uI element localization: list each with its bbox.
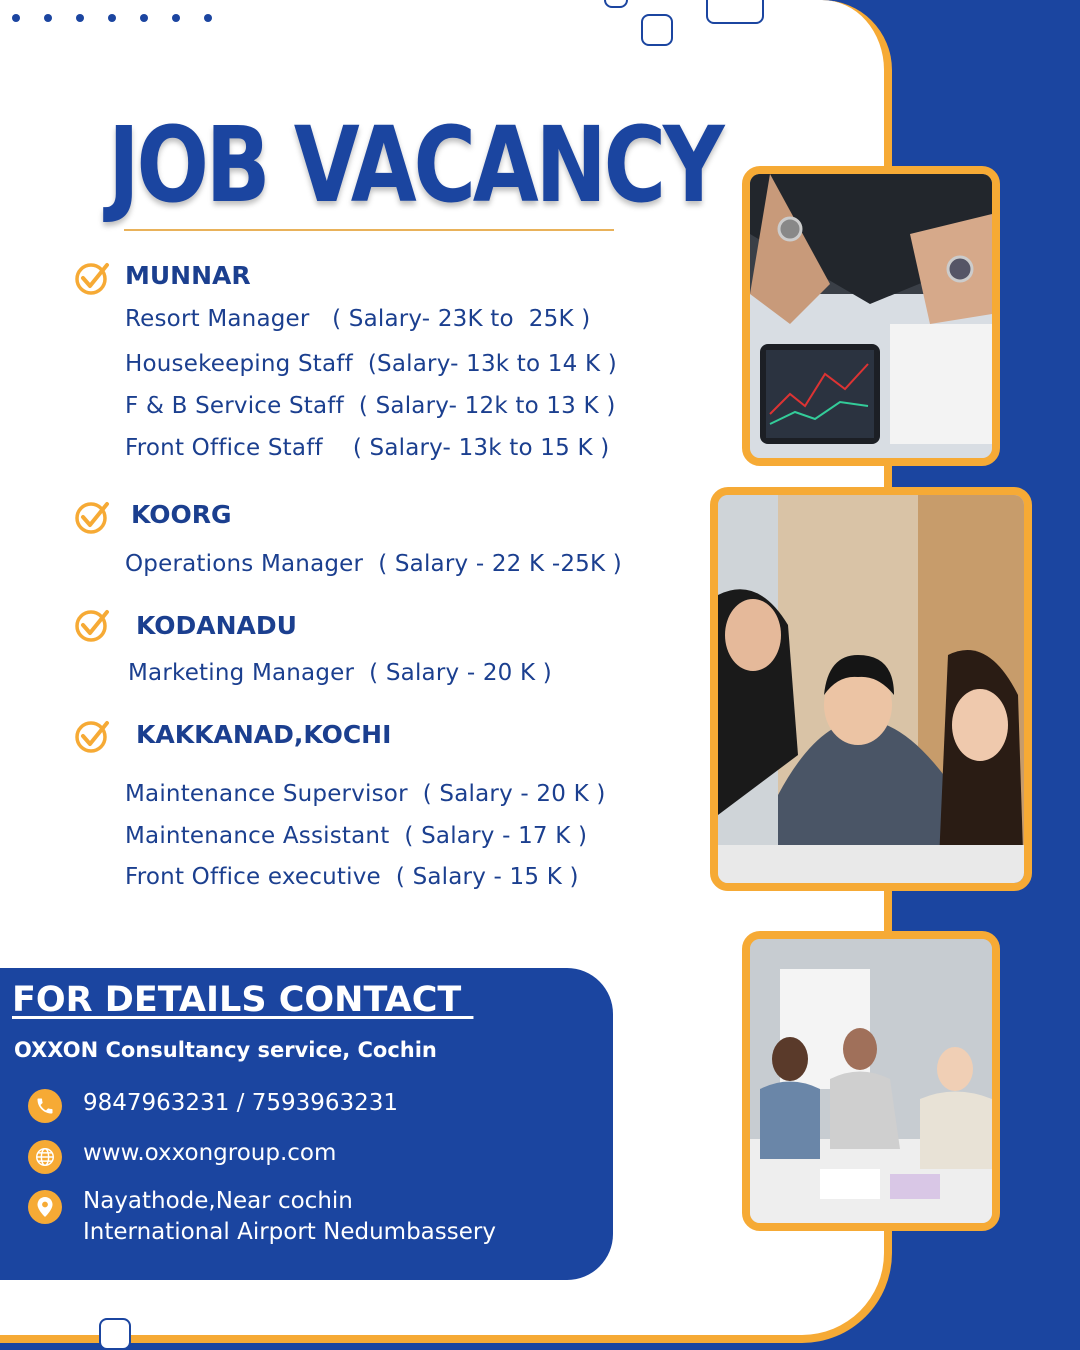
decorative-square bbox=[706, 0, 764, 24]
contact-heading: FOR DETAILS CONTACT bbox=[12, 980, 474, 1020]
job-item: Marketing Manager ( Salary - 20 K ) bbox=[128, 660, 552, 686]
photo-business-hands-tablet bbox=[742, 166, 1000, 466]
location-koorg: KOORG bbox=[131, 500, 232, 529]
phone-icon bbox=[28, 1089, 62, 1123]
photo-team-laptop bbox=[710, 487, 1032, 891]
title-underline bbox=[124, 229, 614, 231]
location-pin-icon bbox=[28, 1190, 62, 1224]
location-kodanadu: KODANADU bbox=[136, 611, 297, 640]
company-name: OXXON Consultancy service, Cochin bbox=[14, 1038, 437, 1062]
job-item: Front Office Staff ( Salary- 13k to 15 K ) bbox=[125, 435, 610, 461]
globe-icon bbox=[28, 1140, 62, 1174]
photo-team-meeting bbox=[742, 931, 1000, 1231]
decorative-square bbox=[99, 1318, 131, 1350]
job-item: Maintenance Supervisor ( Salary - 20 K ) bbox=[125, 781, 606, 807]
job-item: Front Office executive ( Salary - 15 K ) bbox=[125, 864, 579, 890]
check-icon bbox=[74, 607, 110, 643]
decorative-dots bbox=[12, 14, 212, 22]
check-icon bbox=[74, 499, 110, 535]
location-munnar: MUNNAR bbox=[125, 261, 251, 290]
page-title: JOB VACANCY bbox=[108, 104, 722, 226]
job-item: F & B Service Staff ( Salary- 12k to 13 K ) bbox=[125, 393, 616, 419]
location-kakkanad-kochi: KAKKANAD,KOCHI bbox=[136, 720, 392, 749]
address-line-2: International Airport Nedumbassery bbox=[83, 1219, 496, 1245]
job-item: Maintenance Assistant ( Salary - 17 K ) bbox=[125, 823, 588, 849]
phone-number[interactable]: 9847963231 / 7593963231 bbox=[83, 1090, 399, 1116]
address-line-1: Nayathode,Near cochin bbox=[83, 1188, 353, 1214]
check-icon bbox=[74, 718, 110, 754]
job-item: Operations Manager ( Salary - 22 K -25K ) bbox=[125, 551, 622, 577]
job-item: Resort Manager ( Salary- 23K to 25K ) bbox=[125, 306, 591, 332]
job-item: Housekeeping Staff (Salary- 13k to 14 K ) bbox=[125, 351, 617, 377]
decorative-square bbox=[641, 14, 673, 46]
check-icon bbox=[74, 260, 110, 296]
website-link[interactable]: www.oxxongroup.com bbox=[83, 1140, 337, 1166]
